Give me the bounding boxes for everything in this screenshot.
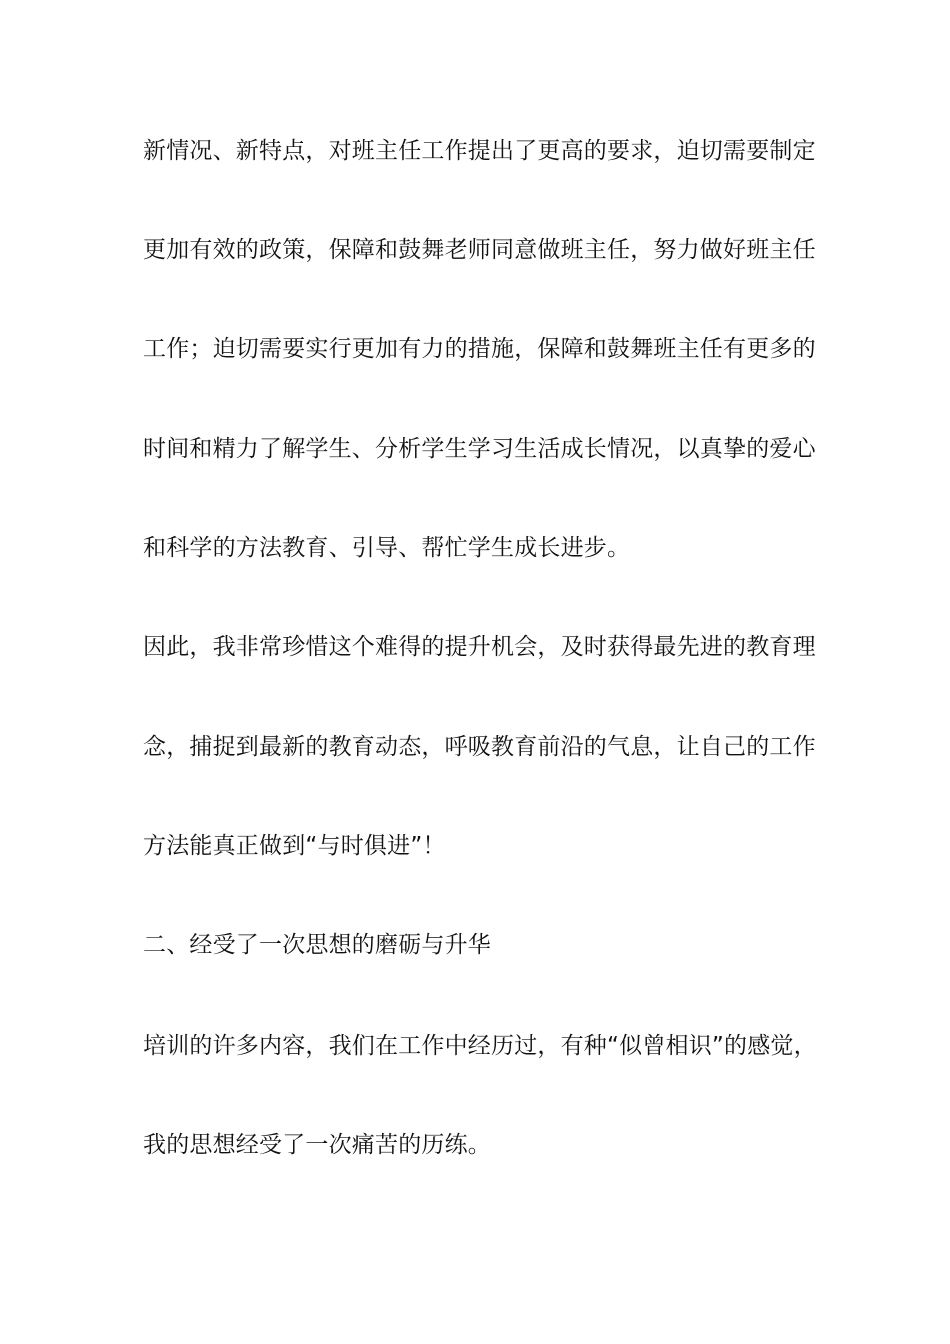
text-line: 和科学的方法教育、引导、帮忙学生成长进步。 [143, 535, 631, 561]
text-line: 工作；迫切需要实行更加有力的措施，保障和鼓舞班主任有更多的 [143, 336, 816, 362]
text-line: 因此，我非常珍惜这个难得的提升机会，及时获得最先进的教育理 [143, 634, 816, 660]
text-line: 培训的许多内容，我们在工作中经历过，有种“似曾相识”的感觉， [143, 1033, 817, 1059]
text-line: 新情况、新特点，对班主任工作提出了更高的要求，迫切需要制定 [143, 138, 816, 164]
section-heading: 二、经受了一次思想的磨砺与升华 [143, 932, 491, 958]
text-line: 我的思想经受了一次痛苦的历练。 [143, 1132, 491, 1158]
text-line: 念，捕捉到最新的教育动态，呼吸教育前沿的气息，让自己的工作 [143, 734, 816, 760]
text-line: 时间和精力了解学生、分析学生学习生活成长情况，以真挚的爱心 [143, 436, 816, 462]
text-line: 更加有效的政策，保障和鼓舞老师同意做班主任，努力做好班主任 [143, 237, 816, 263]
text-line: 方法能真正做到“与时俱进”！ [143, 833, 446, 859]
